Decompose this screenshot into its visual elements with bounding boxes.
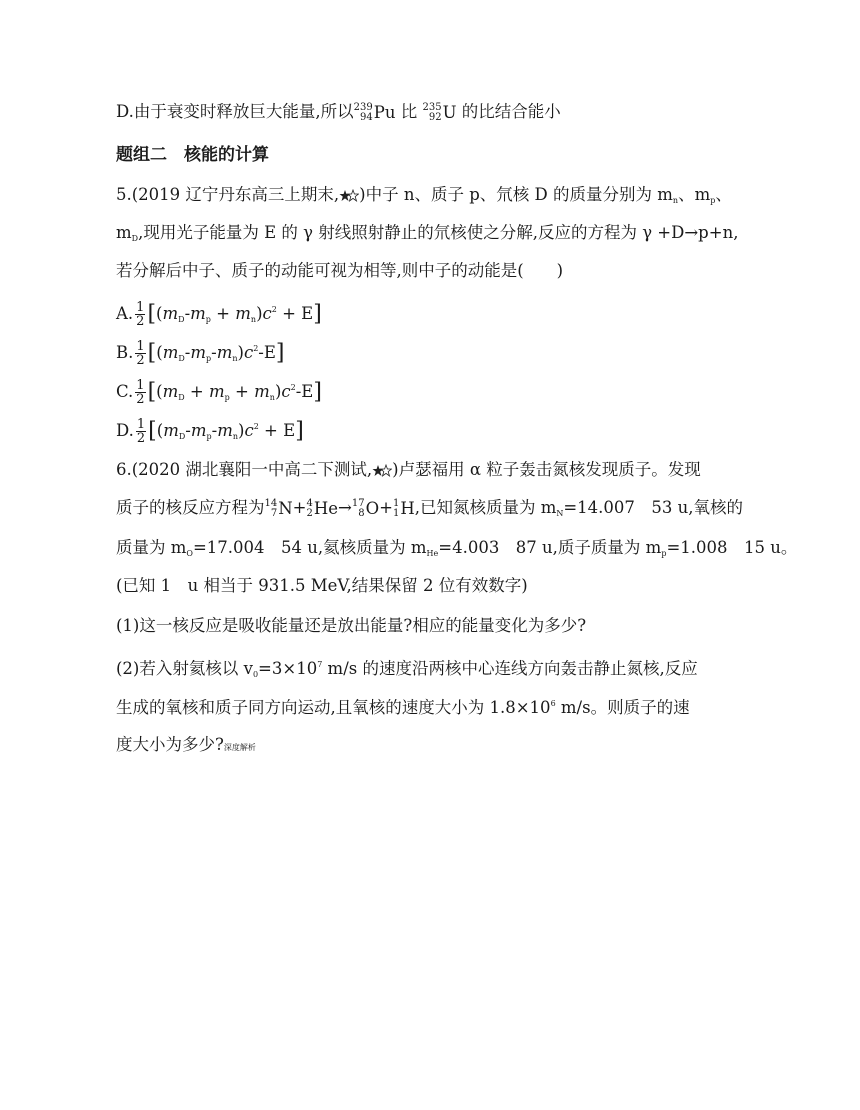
- option-d[interactable]: D. $\frac{1}{2}$ $[(m_D-m_p-m_n)c^2 + E]$: [116, 417, 304, 446]
- q6-line1: 6.(2020 湖北襄阳一中高二下测试, )卢瑟福用 α 粒子轰击氮核发现质子。发现: [116, 460, 701, 479]
- option-c[interactable]: C. $\frac{1}{2}$ $[(m_D + m_p + m_n)c^2-E]$: [116, 378, 322, 407]
- q5-line1: 5.(2019 辽宁丹东高三上期末, )中子 n、质子 p、氘核 D 的质量分别为 $m_n$、$m_p$、: [116, 185, 732, 205]
- option-d-statement: D.由于衰变时释放巨大能量,所以 239 94 Pu 比 235 92 U 的比结合能小: [116, 102, 561, 123]
- difficulty-star-icon: [339, 189, 359, 203]
- nuclear-reaction-equation: 14 7 N+ 4 2 He→ 17 8 O+ 1 1 H: [264, 498, 415, 519]
- q6-line3: 质量为 $m_O=17.004$ 54 u,氦核质量为 $m_{He}=4.003$ 87 u,质子质量为 $m_p=1.008$ 15 u。: [116, 538, 798, 558]
- isotope-u235: 235 92 U: [422, 102, 457, 123]
- fraction-half: $\frac{1}{2}$: [136, 300, 145, 329]
- q6-part2-line3: 度大小为多少?深度解析: [116, 735, 256, 754]
- q6-part2-line2: 生成的氧核和质子同方向运动,且氧核的速度大小为 $1.8\times 10^6$ m/s。则质子的速: [116, 698, 690, 717]
- option-b[interactable]: B. $\frac{1}{2}$ $[(m_D-m_p-m_n)c^2-E]$: [116, 339, 285, 368]
- fraction-half: $\frac{1}{2}$: [136, 417, 146, 446]
- section-heading: 题组二 核能的计算: [116, 145, 269, 165]
- q6-part2-line1: (2)若入射氦核以 $v_0=3\times 10^7$ m/s 的速度沿两核中心连线方向轰击静止氮核,反应: [116, 659, 698, 679]
- text: D.由于衰变时释放巨大能量,所以: [116, 102, 354, 121]
- q5-line2: $m_D$,现用光子能量为 E 的 γ 射线照射静止的氘核使之分解,反应的方程为 γ +D→p+n,: [116, 223, 739, 243]
- deep-analysis-tag[interactable]: 深度解析: [223, 743, 256, 752]
- q6-line2: 质子的核反应方程为 14 7 N+ 4 2 He→ 17 8 O+ 1 1 H,已知氮核质量为 $m_N=14.007$ 53 u,氧核的: [116, 498, 744, 519]
- difficulty-star-icon: [372, 464, 392, 478]
- q6-part1: (1)这一核反应是吸收能量还是放出能量?相应的能量变化为多少?: [116, 616, 587, 635]
- fraction-half: $\frac{1}{2}$: [136, 339, 145, 368]
- option-a[interactable]: A. $\frac{1}{2}$ $[(m_D-m_p + m_n)c^2 + E]$: [116, 300, 322, 329]
- q6-line4: (已知 1 u 相当于 931.5 MeV,结果保留 2 位有效数字): [116, 576, 528, 595]
- isotope-pu239: 239 94 Pu: [353, 102, 396, 123]
- q5-line3: 若分解后中子、质子的动能可视为相等,则中子的动能是( ): [116, 261, 564, 280]
- fraction-half: $\frac{1}{2}$: [136, 378, 145, 407]
